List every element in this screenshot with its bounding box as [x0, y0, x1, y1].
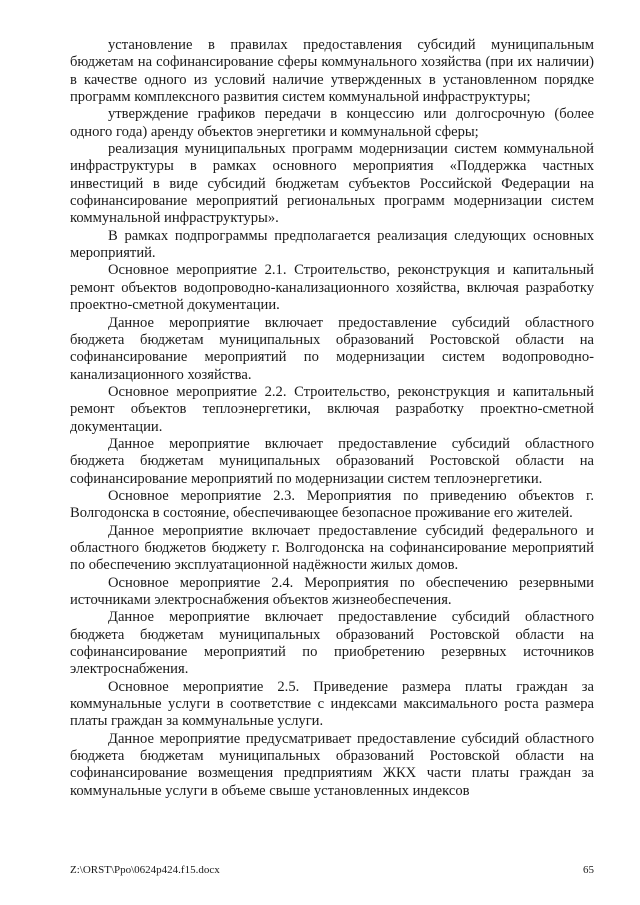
paragraph: утверждение графиков передачи в концессию или долгосрочную (более одного года) аренду объектов энергетики и коммунальной сферы; [70, 106, 594, 140]
paragraph: установление в правилах предоставления субсидий муниципальным бюджетам на софинансирование сферы коммунального хозяйства (при их наличии) в качестве одного из условий наличие утвержденных в установленном порядке программ комплексного развития систем коммунальной инфраструктуры; [70, 37, 594, 106]
paragraph: Основное мероприятие 2.5. Приведение размера платы граждан за коммунальные услуги в соответствие с индексами максимального роста размера платы граждан за коммунальные услуги. [70, 678, 594, 730]
paragraph: Основное мероприятие 2.1. Строительство, реконструкция и капитальный ремонт объектов водопроводно-канализационного хозяйства, включая разработку проектно-сметной документации. [70, 262, 594, 314]
page-number: 65 [583, 864, 594, 876]
paragraph: Основное мероприятие 2.4. Мероприятия по обеспечению резервными источниками электроснабжения объектов жизнеобеспечения. [70, 574, 594, 608]
paragraph: Основное мероприятие 2.2. Строительство, реконструкция и капитальный ремонт объектов теплоэнергетики, включая разработку проектно-сметной документации. [70, 383, 594, 435]
paragraph: В рамках подпрограммы предполагается реализация следующих основных мероприятий. [70, 227, 594, 262]
paragraph: Данное мероприятие включает предоставление субсидий областного бюджета бюджетам муниципальных образований Ростовской области на софинансирование мероприятий по приобретению резервных источников электроснабжения. [70, 609, 594, 678]
body-text [70, 37, 594, 800]
page-footer [70, 864, 594, 877]
paragraph: Данное мероприятие предусматривает предоставление субсидий областного бюджета бюджетам муниципальных образований Ростовской области на софинансирование возмещения предприятиям ЖКХ части платы граждан за коммунальные услуги в объеме свыше установленных индексов [70, 730, 594, 799]
footer-file-path: Z:\ORST\Ppo\0624p424.f15.docx [70, 864, 220, 876]
paragraph: Данное мероприятие включает предоставление субсидий областного бюджета бюджетам муниципальных образований Ростовской области на софинансирование мероприятий по модернизации систем водопроводно-канализационного хозяйства. [70, 314, 594, 383]
paragraph: Основное мероприятие 2.3. Мероприятия по приведению объектов г. Волгодонска в состояние, обеспечивающее безопасное проживание его жителей. [70, 487, 594, 522]
paragraph: реализация муниципальных программ модернизации систем коммунальной инфраструктуры в рамках основного мероприятия «Поддержка частных инвестиций в виде субсидий бюджетам субъектов Российской Федерации на софинансирование мероприятий региональных программ модернизации систем коммунальной инфраструктуры». [70, 141, 594, 227]
paragraph: Данное мероприятие включает предоставление субсидий областного бюджета бюджетам муниципальных образований Ростовской области на софинансирование мероприятий по модернизации систем теплоэнергетики. [70, 435, 594, 487]
paragraph: Данное мероприятие включает предоставление субсидий федерального и областного бюджетов бюджету г. Волгодонска на софинансирование мероприятий по обеспечению эксплуатационной надёжности жилых домов. [70, 522, 594, 574]
